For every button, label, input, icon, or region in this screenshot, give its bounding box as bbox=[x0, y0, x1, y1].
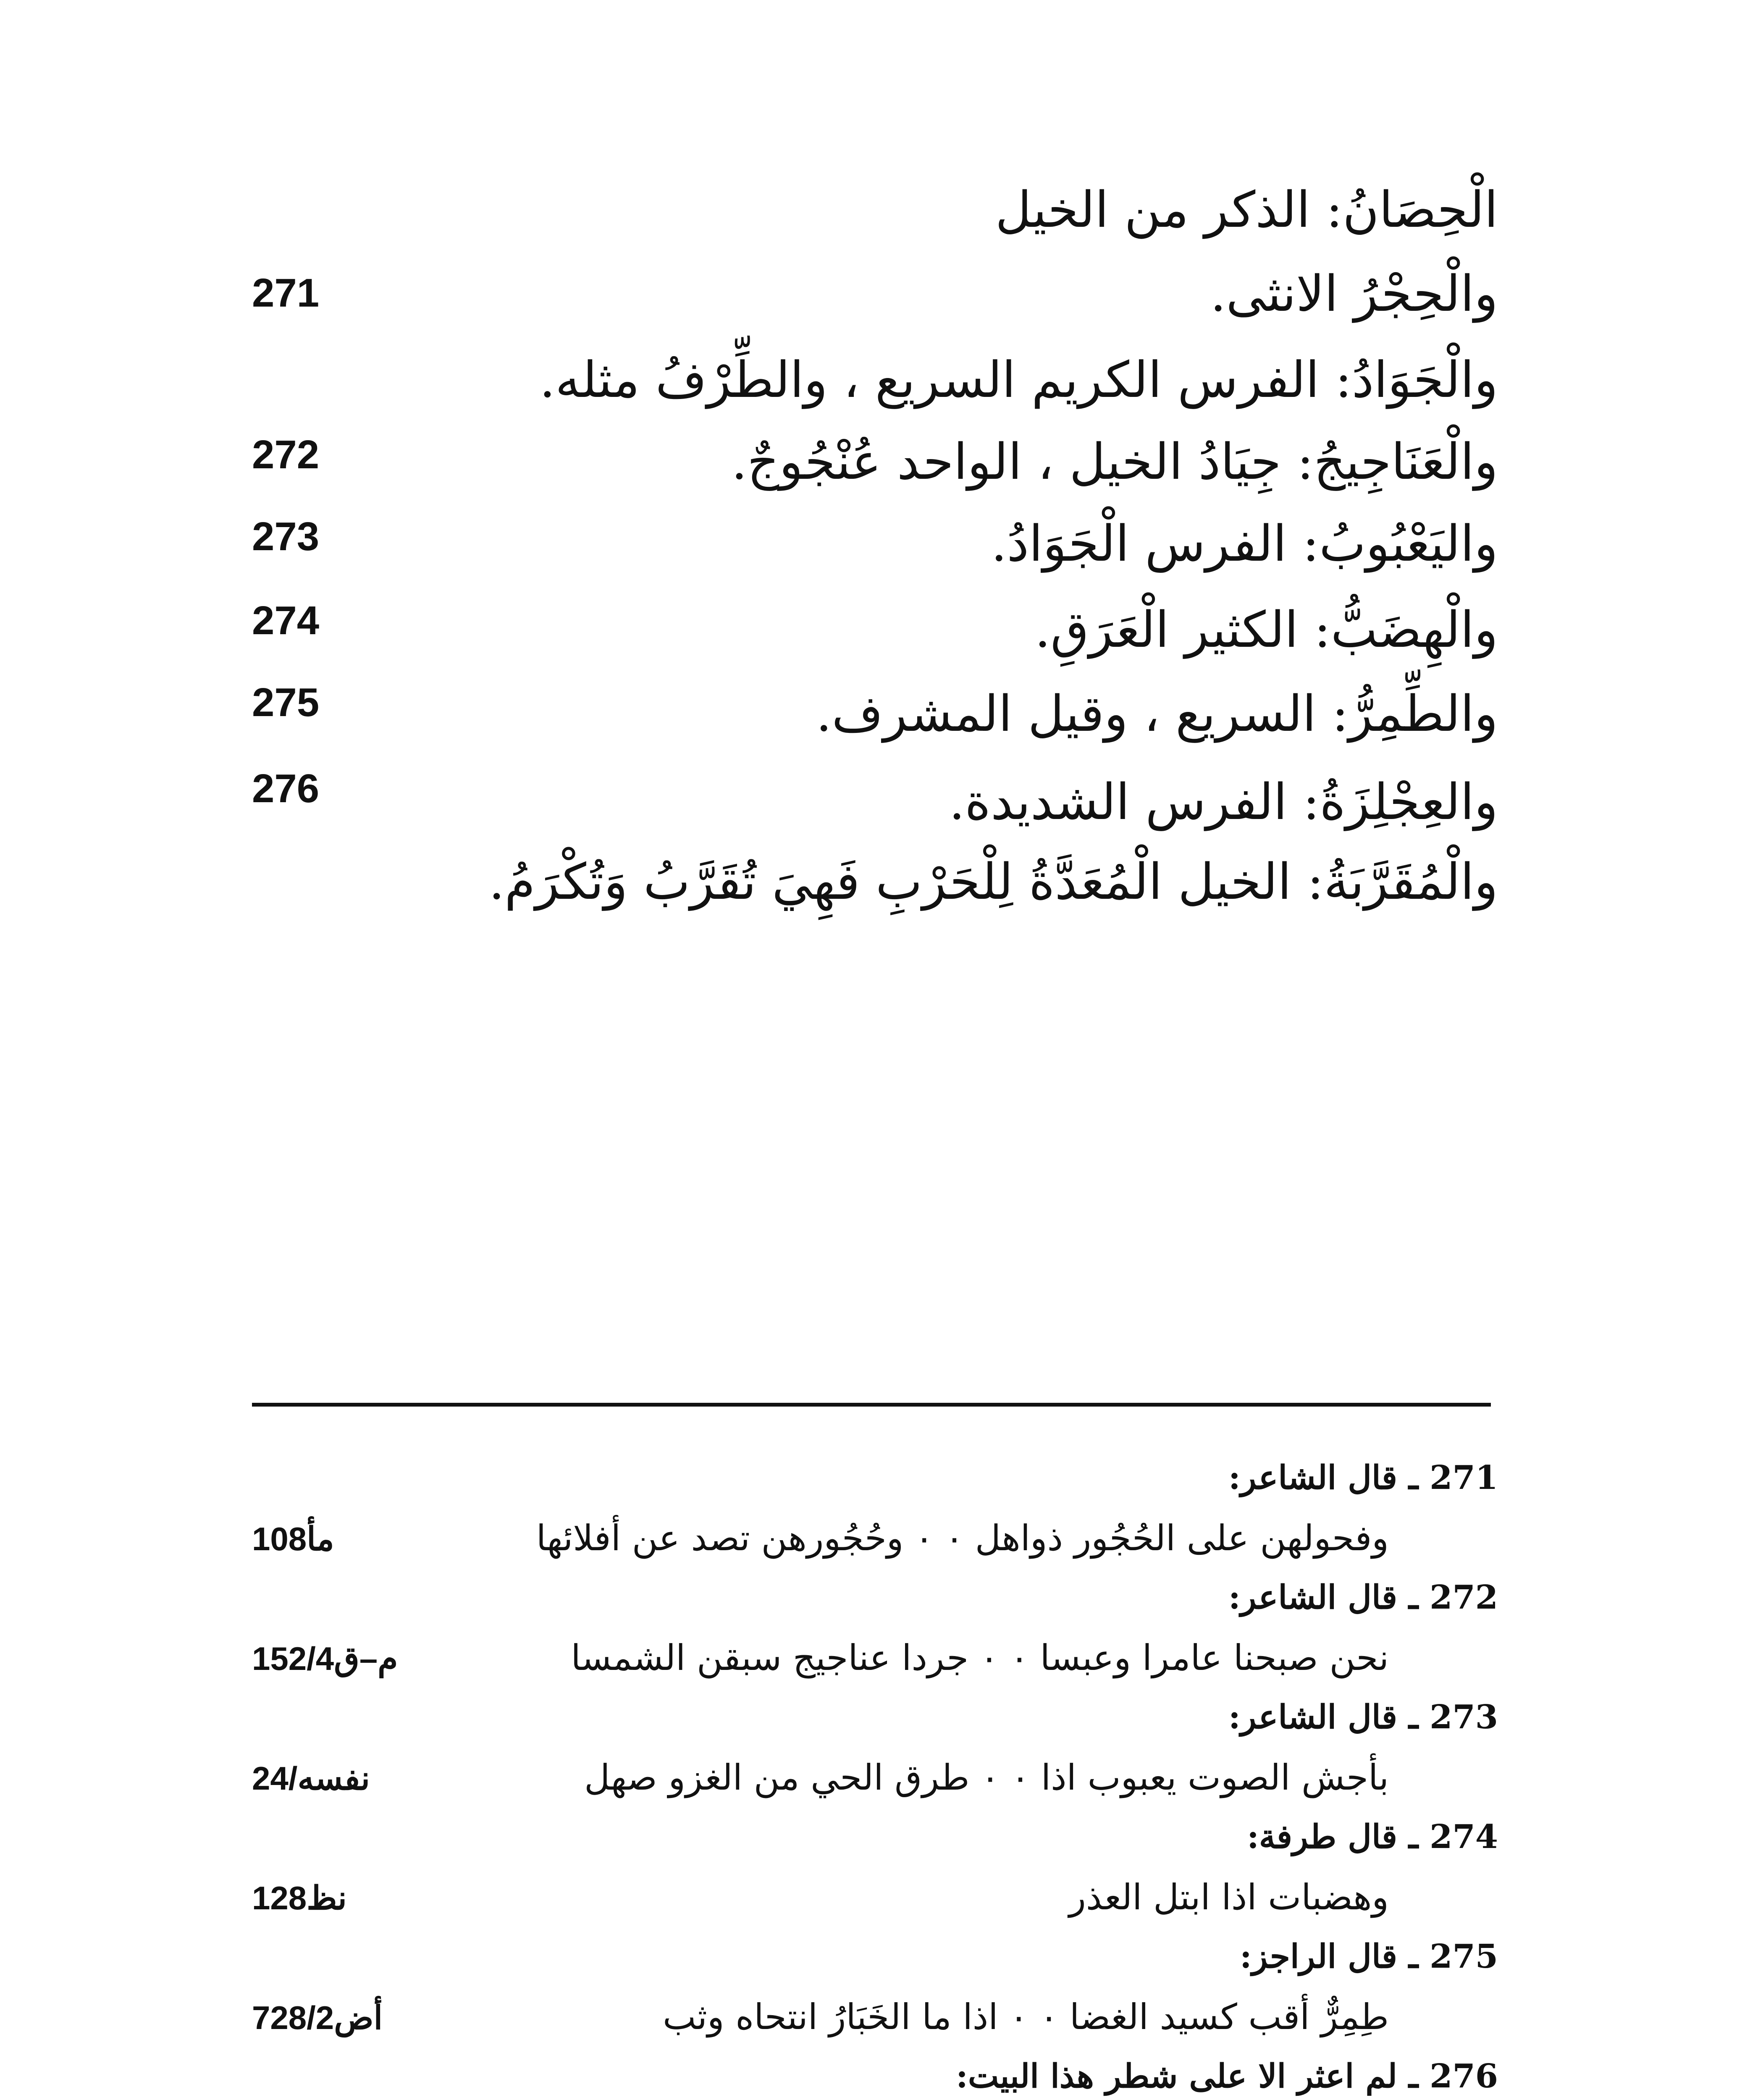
entry-line: والعِجْلِزَةُ: الفرس الشديدة. bbox=[949, 773, 1498, 831]
footnote-verse: طِمِرٌّ أقب كسيد الغضا ٠ ٠ اذا ما الخَبَارُ انتحاه وثب bbox=[663, 1996, 1389, 2037]
entry-line: الْحِصَانُ: الذكر من الخيل bbox=[995, 181, 1498, 239]
entry-line: والْمُقَرَّبَةُ: الخيل الْمُعَدَّةُ لِلْحَرْبِ فَهِيَ تُقَرَّبُ وَتُكْرَمُ. bbox=[488, 853, 1498, 911]
footnote-heading: 276 ـ لم اعثر الا على شطر هذا البيت: bbox=[956, 2057, 1498, 2095]
entry-line: والْحِجْرُ الانثى. bbox=[1210, 265, 1498, 323]
footnote-reference: 728/2أض bbox=[252, 1999, 383, 2036]
footnote-reference: 108مأ bbox=[252, 1520, 334, 1557]
footnote-reference: 24/نفسه bbox=[252, 1760, 370, 1797]
footnote-verse: نحن صبحنا عامرا وعبسا ٠ ٠ جردا عناجيج سبقن الشمسا bbox=[571, 1637, 1389, 1678]
entry-line: والْجَوَادُ: الفرس الكريم السريع ، والطِّرْفُ مثله. bbox=[539, 351, 1498, 409]
entry-line: واليَعْبُوبُ: الفرس الْجَوَادُ. bbox=[991, 514, 1498, 572]
entry-line: والطِّمِرُّ: السريع ، وقيل المشرف. bbox=[816, 685, 1498, 743]
footnote-heading: 271 ـ قال الشاعر: bbox=[1228, 1459, 1498, 1497]
footnote-heading: 275 ـ قال الراجز: bbox=[1239, 1937, 1498, 1976]
footnote-verse: وفحولهن على الحُجُور ذواهل ٠ ٠ وحُجُورهن تصد عن أفلائها bbox=[536, 1517, 1389, 1559]
entry-line: والْهِضَبُّ: الكثير الْعَرَقِ. bbox=[1034, 601, 1498, 659]
footnote-heading: 272 ـ قال الشاعر: bbox=[1228, 1578, 1498, 1617]
footnote-separator bbox=[252, 1403, 1491, 1407]
entry-number: 273 bbox=[252, 514, 320, 559]
entry-number: 275 bbox=[252, 680, 320, 725]
footnote-verse: بأجش الصوت يعبوب اذا ٠ ٠ طرق الحي من الغزو صهل bbox=[584, 1757, 1389, 1798]
entry-number: 274 bbox=[252, 598, 320, 643]
entry-line: والْعَنَاجِيجُ: جِيَادُ الخيل ، الواحد عُنْجُوجٌ. bbox=[731, 433, 1498, 491]
footnote-verse: وهضبات اذا ابتل العذر bbox=[1069, 1877, 1389, 1918]
entry-number: 271 bbox=[252, 270, 320, 315]
entry-number: 272 bbox=[252, 432, 320, 477]
entry-number: 276 bbox=[252, 766, 320, 811]
footnote-reference: 128نظ bbox=[252, 1880, 347, 1916]
footnote-heading: 273 ـ قال الشاعر: bbox=[1228, 1698, 1498, 1736]
footnote-reference: 152/4م–ق bbox=[252, 1640, 398, 1677]
footnote-heading: 274 ـ قال طرفة: bbox=[1247, 1818, 1498, 1856]
